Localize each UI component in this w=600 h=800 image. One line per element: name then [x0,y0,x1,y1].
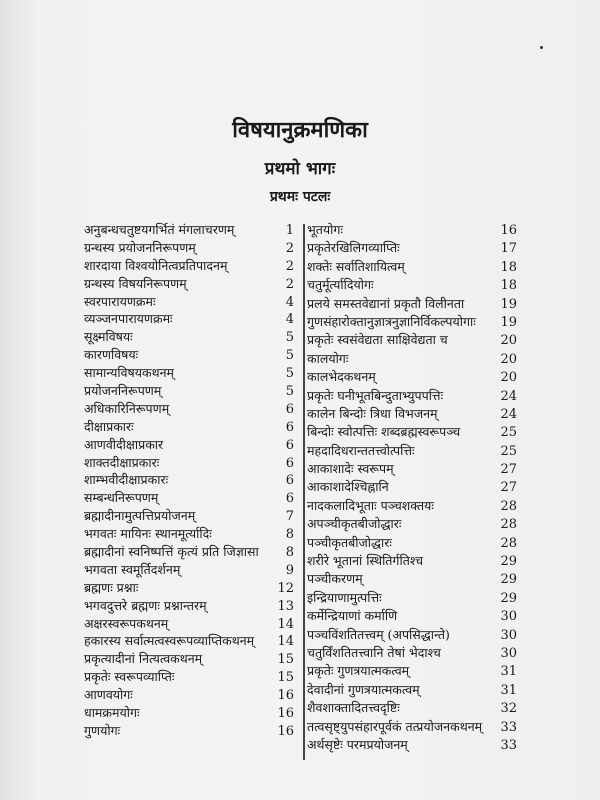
toc-entry-title: भगवदुत्तरे ब्रह्मणः प्रश्नान्तरम् [84,597,207,613]
toc-entry-page: 33 [500,719,517,735]
toc-entry [307,534,517,552]
toc-entry [307,699,517,717]
toc-entry [307,478,517,496]
ink-speck [540,46,543,49]
toc-entry-title: कालभेदकथनम् [307,369,376,385]
toc-entry-page: 8 [285,527,294,543]
toc-entry-title: आकाशादेः स्वरूपम् [307,461,394,477]
toc-entry-title: प्रकृतेः घनीभूतबिन्दुताभ्युपपत्तिः [307,387,444,403]
toc-entry-page: 2 [285,240,294,256]
toc-entry-page: 29 [500,554,517,570]
toc-entry-title: भगवता स्वमूर्तिदर्शनम् [84,561,181,577]
toc-left-column [84,221,294,740]
toc-entry-page: 16 [500,223,517,238]
toc-entry [84,489,294,507]
toc-entry-title: शैवशाक्तादितत्त्वदृष्टिः [307,700,400,716]
toc-entry-page: 31 [500,682,517,698]
toc-entry-title: व्यञ्जनपारायणक्रमः [84,311,173,327]
toc-entry [307,313,517,331]
toc-entry-title: अपञ्चीकृतबीजोद्धारः [307,516,402,532]
toc-entry [84,257,294,275]
toc-entry-title: तत्वसृष्ट्युपसंहारपूर्वकं तत्प्रयोजनकथनम् [307,718,483,734]
toc-entry [84,597,294,615]
toc-entry-title: प्रकृतेरखिलिगव्याप्तिः [307,240,400,256]
toc-entry-page: 18 [500,259,517,275]
toc-entry-page: 27 [500,480,517,496]
toc-entry-title: देवादीनां गुणत्रयात्मकत्वम् [307,681,420,697]
toc-entry-title: भूतयोगः [307,222,343,237]
toc-entry-page: 19 [500,296,517,312]
toc-entry-title: सम्बन्धनिरूपणम् [84,490,159,506]
toc-entry-page: 16 [277,723,294,739]
toc-entry [307,295,517,313]
toc-entry [84,615,294,633]
toc-entry-title: हकारस्य सर्वात्मत्वस्वरूपव्याप्तिकथनम् [84,633,255,649]
toc-entry [84,704,294,722]
toc-entry-title: चतुर्मूर्त्यादियोगः [307,277,374,293]
toc-entry [84,400,294,418]
toc-entry-title: शारदाया विश्वयोनित्वप्रतिपादनम् [84,257,228,273]
toc-entry-page: 28 [500,535,517,551]
toc-entry-page: 27 [500,462,517,478]
toc-entry [84,328,294,346]
toc-entry-title: महदादिधरान्ततत्त्वोत्पत्तिः [307,442,415,458]
toc-entry-title: दीक्षाप्रकारः [84,418,134,434]
toc-entry-page: 16 [277,706,294,722]
toc-entry-page: 6 [285,437,294,453]
toc-entry-title: अधिकारिनिरूपणम् [84,400,170,416]
toc-entry-title: कर्मेन्द्रियाणां कर्माणि [307,608,398,624]
toc-entry-title: प्रयोजननिरूपणम् [84,383,162,399]
toc-entry-page: 33 [500,737,517,753]
toc-entry [307,589,517,607]
toc-entry [84,632,294,650]
toc-entry-page: 20 [500,370,517,386]
toc-entry [84,239,294,257]
toc-entry-title: अनुबन्धचतुष्टयगर्भितं मंगलाचरणम् [84,222,235,237]
toc-entry [84,471,294,489]
toc-entry-title: प्रकृतेः गुणत्रयात्मकत्वम् [307,663,410,679]
toc-entry-title: सूक्ष्मविषयः [84,329,133,345]
column-divider [303,224,305,760]
toc-entry [307,387,517,405]
toc-entry-page: 15 [277,670,294,686]
toc-entry-title: भगवतः मायिनः स्थानमूर्त्यादिः [84,526,212,542]
toc-entry [84,722,294,740]
toc-entry [307,552,517,570]
toc-entry-title: गुणयोगः [84,722,121,738]
toc-entry-page: 5 [285,366,294,382]
toc-entry-title: ब्रह्मणः प्रश्नाः [84,579,139,595]
toc-entry [307,644,517,662]
toc-entry-page: 28 [500,498,517,514]
toc-entry-title: पञ्चीकृतबीजोद्धारः [307,534,392,550]
toc-entry-title: आणवीदीक्षाप्रकार [84,436,164,452]
toc-entry [307,368,517,386]
toc-entry-title: पञ्चीकरणम् [307,571,363,587]
toc-entry-page: 6 [285,419,294,435]
toc-entry [84,275,294,293]
toc-entry-page: 25 [500,443,517,459]
toc-entry [307,331,517,349]
toc-entry [307,276,517,294]
toc-entry-page: 4 [285,294,294,310]
toc-entry-title: नादकलादिभूताः पञ्चशक्तयः [307,497,434,513]
toc-entry-page: 14 [277,616,294,632]
toc-entry-title: पञ्चविंशतितत्त्वम् (अपसिद्धान्ते) [307,626,450,642]
toc-entry [307,423,517,441]
toc-entry [84,364,294,382]
toc-entry-title: प्रकृतेः स्वरूपव्याप्तिः [84,669,175,685]
toc-entry-page: 5 [285,348,294,364]
toc-entry [84,454,294,472]
toc-entry-title: ब्रह्मादीनामुत्पत्तिप्रयोजनम् [84,508,196,524]
toc-entry-title: ग्रन्थस्य प्रयोजननिरूपणम् [84,239,196,255]
toc-entry [84,507,294,525]
toc-entry [307,626,517,644]
toc-entry [84,293,294,311]
toc-entry-page: 30 [500,609,517,625]
toc-entry [84,561,294,579]
toc-entry-page: 24 [500,388,517,404]
toc-entry-title: कारणविषयः [84,347,139,363]
toc-entry-page: 13 [277,598,294,614]
toc-entry-page: 14 [277,634,294,650]
toc-entry [84,579,294,597]
toc-entry-page: 2 [285,258,294,274]
toc-entry-title: सामान्यविषयकथनम् [84,365,175,381]
toc-entry-page: 6 [285,401,294,417]
toc-entry-page: 29 [500,590,517,606]
toc-entry-page: 18 [500,278,517,294]
toc-entry [307,460,517,478]
toc-entry-title: शाम्भवीदीक्षाप्रकारः [84,472,169,488]
toc-entry-page: 32 [500,701,517,717]
toc-entry [307,258,517,276]
toc-entry [84,686,294,704]
toc-entry-page: 6 [285,473,294,489]
toc-entry-title: गुणसंहारोक्तानुज्ञात्रनुज्ञानिर्विकल्पयोगाः [307,313,476,329]
toc-entry-title: स्वरपारायणक्रमः [84,293,156,309]
toc-entry-page: 15 [277,652,294,668]
page-title: विषयानुक्रमणिका [232,117,368,143]
toc-entry-page: 5 [285,330,294,346]
toc-right-column [307,221,517,754]
toc-entry-title: इन्द्रियाणामुत्पत्तिः [307,589,382,605]
toc-entry-page: 8 [285,545,294,561]
toc-entry [84,221,294,239]
toc-entry [84,668,294,686]
toc-entry-title: प्रकृत्यादीनां नित्यत्वकथनम् [84,651,203,667]
toc-entry-page: 17 [500,241,517,257]
toc-entry-title: अक्षरस्वरूपकथनम् [84,615,169,631]
toc-entry-page: 4 [285,312,294,328]
toc-entry [307,497,517,515]
toc-entry [84,543,294,561]
toc-entry-title: धामक्रमयोगः [84,705,140,721]
toc-entry [307,736,517,754]
toc-entry-title: आकाशादेश्चिह्नानि [307,479,389,495]
toc-entry-page: 20 [500,333,517,349]
toc-entry [84,418,294,436]
toc-entry-title: शक्तेः सर्वातिशायित्वम् [307,258,405,274]
toc-entry-page: 30 [500,627,517,643]
toc-entry-title: कालयोगः [307,350,349,366]
toc-entry-title: कालेन बिन्दोः त्रिधा विभजनम् [307,405,438,421]
toc-entry-page: 5 [285,384,294,400]
toc-entry-page: 28 [500,517,517,533]
toc-entry-page: 16 [277,688,294,704]
part-heading: प्रथमो भागः [264,159,336,179]
toc-entry-page: 6 [285,455,294,471]
toc-entry [84,436,294,454]
toc-entry-title: अर्थसृष्टेः परमप्रयोजनम् [307,736,408,752]
toc-entry-page: 12 [277,580,294,596]
toc-entry [307,442,517,460]
toc-entry [307,515,517,533]
toc-entry-page: 25 [500,425,517,441]
toc-entry-page: 6 [285,491,294,507]
toc-entry-page: 20 [500,351,517,367]
toc-entry-title: आणवयोगः [84,687,133,703]
toc-entry [307,570,517,588]
toc-entry [84,650,294,668]
toc-entry-page: 19 [500,314,517,330]
toc-entry-title: शरीरे भूतानां स्थितिर्गतिश्च [307,553,424,569]
toc-entry [307,718,517,736]
chapter-heading: प्रथमः पटलः [269,189,331,205]
toc-entry-page: 7 [285,509,294,525]
toc-entry-title: बिन्दोः स्वोत्पत्तिः शब्दब्रह्मस्वरूपञ्च [307,424,461,440]
toc-entry [307,350,517,368]
toc-entry-title: ब्रह्मादीनां स्वनिष्पत्तिं कृत्यं प्रति जिज्ञासा [84,544,259,560]
toc-entry-title: ग्रन्थस्य विषयनिरूपणम् [84,275,187,291]
toc-entry [84,382,294,400]
toc-entry-page: 30 [500,645,517,661]
toc-entry-page: 2 [285,276,294,292]
toc-entry-page: 1 [285,223,294,238]
toc-entry-page: 29 [500,572,517,588]
toc-entry [307,681,517,699]
toc-entry-title: चतुर्विंशतितत्त्वानि तेषां भेदाश्च [307,644,441,660]
toc-entry [307,239,517,257]
toc-entry-page: 24 [500,406,517,422]
toc-entry [84,346,294,364]
toc-entry-title: शाक्तदीक्षाप्रकारः [84,454,160,470]
toc-entry [84,310,294,328]
toc-entry [84,525,294,543]
toc-entry-title: प्रलये समस्तवेद्यानां प्रकृतौ विलीनता [307,295,465,311]
toc-entry-page: 9 [285,562,294,578]
toc-entry-title: प्रकृतेः स्वसंवेद्यता साक्षिवेद्यता च [307,332,448,348]
toc-entry [307,607,517,625]
toc-entry [307,662,517,680]
toc-entry [307,221,517,239]
toc-entry-page: 31 [500,664,517,680]
toc-entry [307,405,517,423]
